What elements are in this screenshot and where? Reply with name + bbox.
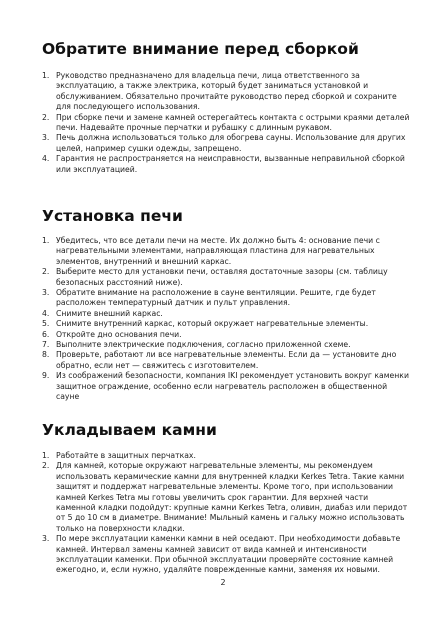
section-title-stones: Укладываем камни <box>42 421 217 439</box>
list-item <box>42 309 410 319</box>
list-item-text: Откройте дно основания печи. <box>56 329 182 339</box>
list-item <box>42 350 410 371</box>
list-item-text: Проверьте, работают ли все нагревательные элементы. Если да — установите дно обратно, если нет — свяжитесь с изготовителем. <box>56 350 397 370</box>
before-assembly-list <box>42 71 410 175</box>
installation-list <box>42 236 410 403</box>
list-item-number: 2. <box>42 112 50 122</box>
list-item <box>42 288 410 309</box>
list-item <box>42 371 410 402</box>
list-item <box>42 113 410 134</box>
list-item-number: 2. <box>42 267 50 277</box>
section-title-before-assembly: Обратите внимание перед сборкой <box>42 40 359 58</box>
list-item <box>42 461 410 534</box>
list-item-text: Работайте в защитных перчатках. <box>56 451 196 460</box>
list-item-number: 9. <box>42 371 50 381</box>
list-item-text: По мере эксплуатации каменки камни в ней оседают. При необходимости добавьте камней. Интервал замены камней зависит от вида камней и интенсивности эксплуатации каменки. При обычной эксплуатации проверяйте состояние камней ежегодно, и, если нужно, удаляйте поврежденные камни, заменяя их новыми. <box>56 534 401 575</box>
list-item-number: 6. <box>42 329 50 339</box>
list-item-text: Для камней, которые окружают нагревательные элементы, мы рекомендуем использовать керамические камни для внутренней кладки Kerkes Tetra. Такие камни защитят и поддержат нагревательные элементы. Кроме того, при использовании камней Kerkes Tetra мы готовы увеличить срок гарантии. Для верхней части каменной кладки подойдут: крупные камни Kerkes Tetra, оливин, диабаз или перидот от 5 до 10 см в диаметре. Внимание! Мыльный камень и гальку можно использовать только на поверхности кладки. <box>56 461 408 533</box>
list-item-number: 1. <box>42 236 50 245</box>
list-item-number: 8. <box>42 350 50 360</box>
section-title-installation: Установка печи <box>42 207 183 225</box>
list-item-number: 5. <box>42 319 50 329</box>
list-item-number: 1. <box>42 71 50 80</box>
list-item-number: 2. <box>42 461 50 471</box>
list-item <box>42 534 410 576</box>
list-item-text: Выберите место для установки печи, оставляя достаточные зазоры (см. таблицу безопасных расстояний ниже). <box>56 267 388 287</box>
list-item-number: 1. <box>42 451 50 460</box>
list-item <box>42 133 410 154</box>
list-item <box>42 236 410 267</box>
list-item-text: При сборке печи и замене камней остерегайтесь контакта с острыми краями деталей печи. Надевайте прочные перчатки и рубашку с длинным рукавом. <box>56 112 410 133</box>
list-item-text: Снимите внешний каркас. <box>56 308 163 318</box>
list-item <box>42 340 410 350</box>
list-item-text: Руководство предназначено для владельца печи, лица ответственного за эксплуатацию, а также электрика, который будет заниматься установкой и обслуживанием. Обязательно прочитайте руководство перед сборкой и сохраните для последующего использования. <box>56 71 397 112</box>
list-item <box>42 451 410 461</box>
list-item-number: 3. <box>42 133 50 143</box>
list-item-text: Обратите внимание на расположение в сауне вентиляции. Решите, где будет расположен температурный датчик и пульт управления. <box>56 288 376 308</box>
list-item-number: 4. <box>42 308 50 318</box>
list-item <box>42 154 410 175</box>
list-item-text: Печь должна использоваться только для обогрева сауны. Использование для других целей, например сушки одежды, запрещено. <box>56 133 406 153</box>
list-item <box>42 71 410 113</box>
list-item-text: Выполните электрические подключения, согласно приложенной схеме. <box>56 340 351 350</box>
list-item-number: 3. <box>42 288 50 298</box>
list-item-text: Убедитесь, что все детали печи на месте. Их должно быть 4: основание печи с нагревательными элементами, направляющая пластина для нагревательных элементов, внутренний и внешний каркас. <box>56 236 380 266</box>
list-item-number: 3. <box>42 534 50 544</box>
list-item <box>42 267 410 288</box>
page-number: 2 <box>220 578 226 587</box>
list-item-number: 7. <box>42 340 50 350</box>
list-item-number: 4. <box>42 154 50 164</box>
list-item <box>42 319 410 329</box>
stones-list <box>42 451 410 576</box>
list-item-text: Из соображений безопасности, компания IKI рекомендует установить вокруг каменки защитное ограждение, особенно если нагреватель расположен в общественной сауне <box>56 371 409 402</box>
list-item <box>42 330 410 340</box>
list-item-text: Гарантия не распространяется на неисправности, вызванные неправильной сборкой или эксплуатацией. <box>56 154 405 174</box>
list-item-text: Снимите внутренний каркас, который окружает нагревательные элементы. <box>56 319 369 329</box>
